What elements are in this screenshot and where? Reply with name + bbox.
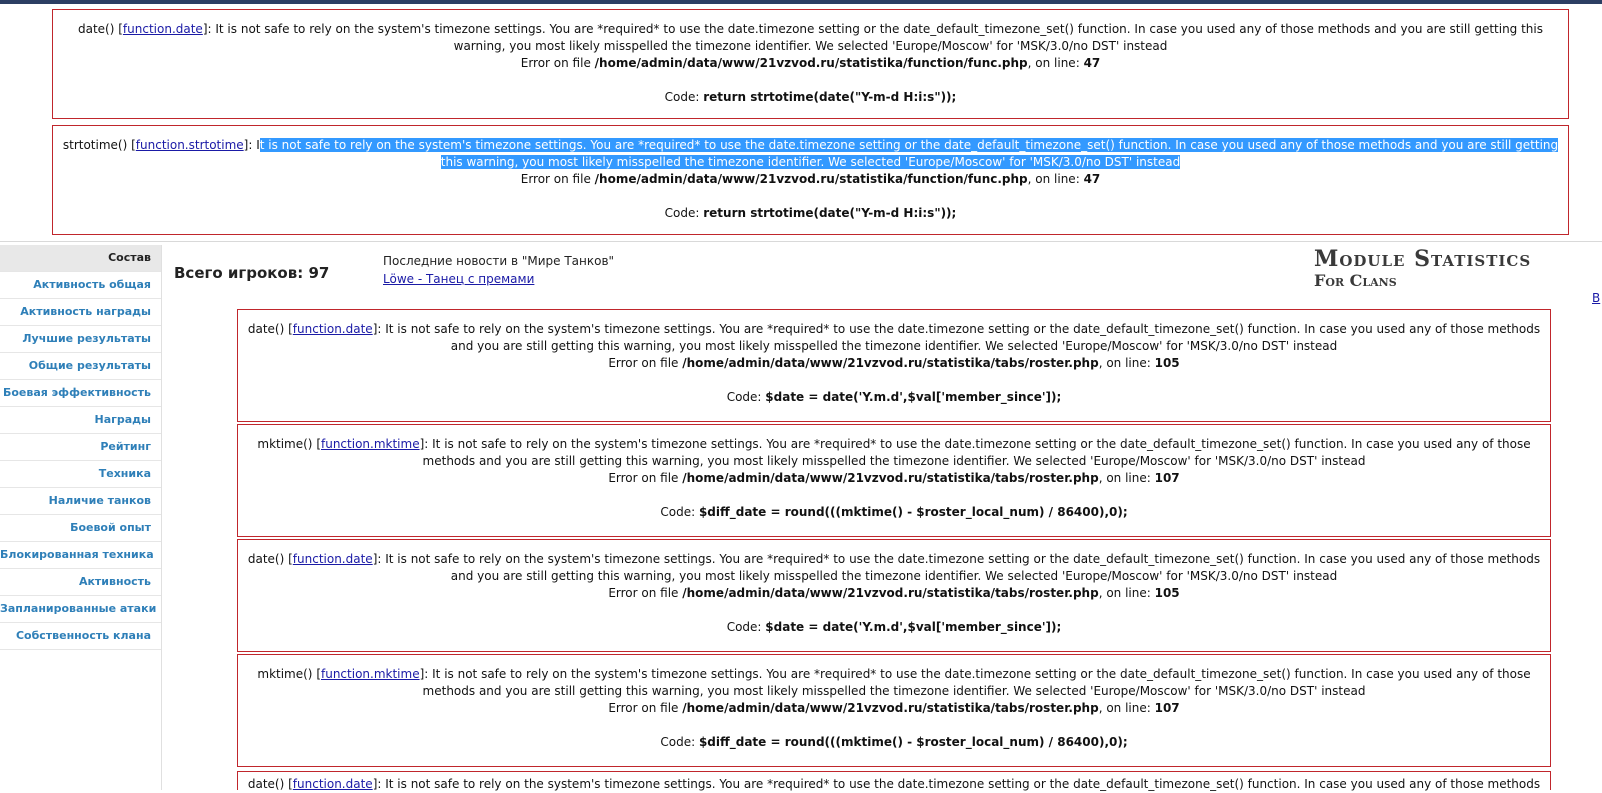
top-bar xyxy=(0,0,1602,4)
sidebar-item-activity-awards[interactable]: Активность награды xyxy=(0,299,161,326)
error-code: Code: return strtotime(date("Y-m-d H:i:s")); xyxy=(664,90,957,104)
error-message-cont: and you are still getting this warning, you most likely misspelled the timezone identifier. We selected 'Europe/Moscow' for 'MSK/3.0/no DST' instead xyxy=(450,339,1338,353)
sidebar-item-vehicles[interactable]: Техника xyxy=(0,461,161,488)
function-strtotime-link[interactable]: function.strtotime xyxy=(135,138,244,152)
error-message: date() [function.date]: It is not safe to rely on the system's timezone settings. You are *required* to use the date.timezone setting or the date_default_timezone_set() function. In case you used any of those methods and you are still getting this xyxy=(78,22,1543,36)
error-code: Code: return strtotime(date("Y-m-d H:i:s")); xyxy=(664,206,957,220)
error-message: date() [function.date]: It is not safe to rely on the system's timezone settings. You are *required* to use the date.timezone setting or the date_default_timezone_set() function. In case you used any of those methods xyxy=(247,552,1541,566)
section-divider xyxy=(0,241,1602,242)
error-message: strtotime() [function.strtotime]: It is not safe to rely on the system's timezone settings. You are *required* to use the date.timezone setting or the date_default_timezone_set() function. In case you used any of those methods and you are still getting xyxy=(62,138,1559,152)
error-message: mktime() [function.mktime]: It is not safe to rely on the system's timezone settings. You are *required* to use the date.timezone setting or the date_default_timezone_set() function. In case you used any of those xyxy=(257,437,1531,451)
function-date-link[interactable]: function.date xyxy=(292,322,373,336)
error-box-date-partial xyxy=(237,771,1551,790)
edge-link[interactable]: В xyxy=(1592,291,1601,305)
sidebar-item-clan-property[interactable]: Собственность клана xyxy=(0,623,161,650)
error-file-line: Error on file /home/admin/data/www/21vzvod.ru/statistika/function/func.php, on line: 47 xyxy=(520,172,1101,186)
error-message: date() [function.date]: It is not safe to rely on the system's timezone settings. You are *required* to use the date.timezone setting or the date_default_timezone_set() function. In case you used any of those methods xyxy=(247,322,1541,336)
sidebar-item-tank-availability[interactable]: Наличие танков xyxy=(0,488,161,515)
function-mktime-link[interactable]: function.mktime xyxy=(321,437,420,451)
sidebar-item-combat-efficiency[interactable]: Боевая эффективность xyxy=(0,380,161,407)
error-box-date xyxy=(237,539,1551,652)
sidebar-item-combat-experience[interactable]: Боевой опыт xyxy=(0,515,161,542)
error-file-line: Error on file /home/admin/data/www/21vzvod.ru/statistika/tabs/roster.php, on line: 107 xyxy=(608,471,1180,485)
error-box-strtotime xyxy=(52,125,1569,235)
error-code: Code: $diff_date = round(((mktime() - $roster_local_num) / 86400),0); xyxy=(660,735,1128,749)
error-file-line: Error on file /home/admin/data/www/21vzvod.ru/statistika/tabs/roster.php, on line: 105 xyxy=(608,586,1180,600)
error-file-line: Error on file /home/admin/data/www/21vzvod.ru/statistika/function/func.php, on line: 47 xyxy=(520,56,1101,70)
selected-text-cont[interactable]: this warning, you most likely misspelled the timezone identifier. We selected 'Europe/Moscow' for 'MSK/3.0/no DST' instead xyxy=(440,155,1181,169)
sidebar-item-planned-attacks[interactable]: Запланированные атаки xyxy=(0,596,161,623)
sidebar-item-best-results[interactable]: Лучшие результаты xyxy=(0,326,161,353)
selected-text[interactable]: t is not safe to rely on the system's timezone settings. You are *required* to use the date.timezone setting or the date_default_timezone_set() function. In case you used any of those methods and you are still getting xyxy=(259,138,1559,152)
news-title: Последние новости в "Мире Танков" xyxy=(383,254,615,268)
error-message: mktime() [function.mktime]: It is not safe to rely on the system's timezone settings. You are *required* to use the date.timezone setting or the date_default_timezone_set() function. In case you used any of those xyxy=(257,667,1531,681)
error-file-line: Error on file /home/admin/data/www/21vzvod.ru/statistika/tabs/roster.php, on line: 107 xyxy=(608,701,1180,715)
sidebar-item-blocked-vehicles[interactable]: Блокированная техника xyxy=(0,542,161,569)
error-code: Code: $date = date('Y.m.d',$val['member_since']); xyxy=(726,390,1062,404)
error-message: date() [function.date]: It is not safe to rely on the system's timezone settings. You are *required* to use the date.timezone setting or the date_default_timezone_set() function. In case you used any of those methods xyxy=(247,777,1541,791)
sidebar-item-rating[interactable]: Рейтинг xyxy=(0,434,161,461)
error-box-mktime xyxy=(237,424,1551,537)
error-message-cont: and you are still getting this warning, you most likely misspelled the timezone identifier. We selected 'Europe/Moscow' for 'MSK/3.0/no DST' instead xyxy=(450,569,1338,583)
error-code: Code: $date = date('Y.m.d',$val['member_since']); xyxy=(726,620,1062,634)
sidebar-item-awards[interactable]: Награды xyxy=(0,407,161,434)
function-date-link[interactable]: function.date xyxy=(292,552,373,566)
error-message-cont: warning, you most likely misspelled the timezone identifier. We selected 'Europe/Moscow' for 'MSK/3.0/no DST' instead xyxy=(453,39,1168,53)
logo: Module Statistics For Clans xyxy=(1314,246,1532,290)
sidebar-item-roster[interactable]: Состав xyxy=(0,245,161,272)
error-box-date xyxy=(237,309,1551,422)
error-message-cont: methods and you are still getting this warning, you most likely misspelled the timezone identifier. We selected 'Europe/Moscow' for 'MSK/3.0/no DST' instead xyxy=(422,684,1366,698)
sidebar xyxy=(0,245,162,790)
error-message-cont xyxy=(53,154,1568,171)
error-code: Code: $diff_date = round(((mktime() - $roster_local_num) / 86400),0); xyxy=(660,505,1128,519)
sidebar-item-general-results[interactable]: Общие результаты xyxy=(0,353,161,380)
sidebar-item-activity-general[interactable]: Активность общая xyxy=(0,272,161,299)
function-date-link[interactable]: function.date xyxy=(292,777,373,791)
total-players: Всего игроков: 97 xyxy=(174,264,330,282)
sidebar-item-activity[interactable]: Активность xyxy=(0,569,161,596)
function-date-link[interactable]: function.date xyxy=(122,22,203,36)
error-file-line: Error on file /home/admin/data/www/21vzvod.ru/statistika/tabs/roster.php, on line: 105 xyxy=(608,356,1180,370)
news-link[interactable]: Löwe - Танец с премами xyxy=(383,272,535,286)
error-box-mktime xyxy=(237,654,1551,767)
function-mktime-link[interactable]: function.mktime xyxy=(321,667,420,681)
error-box-date xyxy=(52,9,1569,119)
error-message-cont: methods and you are still getting this warning, you most likely misspelled the timezone identifier. We selected 'Europe/Moscow' for 'MSK/3.0/no DST' instead xyxy=(422,454,1366,468)
